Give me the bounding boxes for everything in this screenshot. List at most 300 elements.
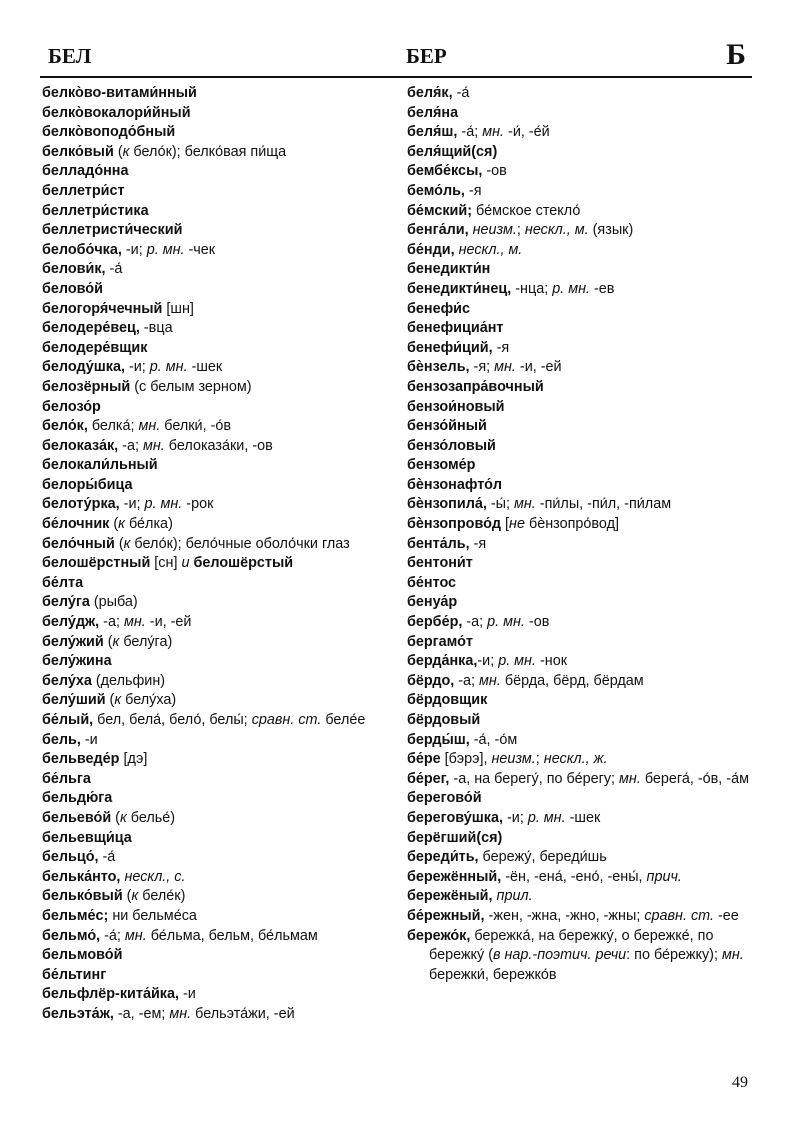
dictionary-entry: [42, 731, 392, 751]
headword: бережёный,: [407, 888, 493, 905]
entry-text: -пи́лы, -пи́л, -пи́лам: [535, 496, 672, 513]
headword: белька́нто,: [42, 868, 121, 885]
dictionary-entry: [407, 652, 755, 672]
headword: бенуа́р: [407, 594, 458, 611]
entry-text: бело́к); белко́вая пи́ща: [129, 143, 287, 160]
dictionary-entry: [42, 437, 392, 457]
entry-text: ;: [535, 751, 544, 768]
dictionary-entry: [407, 868, 755, 888]
dictionary-entry: [42, 319, 392, 339]
dictionary-entry: [407, 574, 755, 594]
grammar-label: сравн. ст.: [644, 907, 714, 924]
dictionary-entry: [42, 300, 392, 320]
headword: бёрдовщик: [407, 692, 488, 709]
dictionary-entry: [42, 927, 392, 947]
dictionary-entry: [42, 985, 392, 1005]
dictionary-entry: [407, 456, 755, 476]
headword: белови́к,: [42, 261, 106, 278]
headword: бе́лочник: [42, 516, 110, 533]
grammar-label: мн.: [514, 496, 536, 513]
entry-text: [: [501, 516, 510, 533]
entry-text: -я: [492, 339, 510, 356]
dictionary-entry: [42, 554, 392, 574]
dictionary-entry: [407, 691, 755, 711]
dictionary-entry: [407, 182, 755, 202]
dictionary-entry: [407, 907, 755, 927]
headword: бе́льга: [42, 770, 91, 787]
headword: бенефи́с: [407, 300, 471, 317]
entry-text: -а, -ем;: [113, 1005, 170, 1022]
dictionary-entry: [407, 711, 755, 731]
grammar-label: прич.: [646, 868, 682, 885]
headword: белу́жий: [42, 633, 104, 650]
dictionary-entry: [407, 829, 755, 849]
grammar-label: мн.: [619, 770, 641, 787]
dictionary-entry: [42, 946, 392, 966]
headword: белоказа́к,: [42, 437, 119, 454]
dictionary-entry: [42, 339, 392, 359]
entry-text: -а;: [454, 672, 480, 689]
entry-text: -и;: [124, 359, 150, 376]
dictionary-entry: [42, 887, 392, 907]
headword: белько́вый: [42, 888, 123, 905]
grammar-label: к: [114, 692, 122, 709]
headword: бентони́т: [407, 555, 473, 572]
dictionary-entry: [42, 104, 392, 124]
entry-text: -и: [179, 986, 196, 1003]
grammar-label: р. мн.: [144, 496, 183, 513]
headword: бельево́й: [42, 809, 112, 826]
dictionary-entry: [407, 554, 755, 574]
headword: бѐнзель,: [407, 359, 470, 376]
entry-text: (: [122, 888, 132, 905]
headword: бельме́с;: [42, 907, 109, 924]
dictionary-entry: [42, 750, 392, 770]
headword: берды́ш,: [407, 731, 470, 748]
entry-text: беле́к): [138, 888, 186, 905]
headword: бербе́р,: [407, 614, 463, 631]
dictionary-entry: [42, 280, 392, 300]
entry-text: бёрда, бёрд, бёрдам: [500, 672, 644, 689]
dictionary-entry: [42, 633, 392, 653]
dictionary-entry: [407, 750, 755, 770]
dictionary-entry: [42, 221, 392, 241]
entry-text: -и;: [502, 809, 528, 826]
entry-text: -ов: [524, 614, 550, 631]
dictionary-entry: [42, 515, 392, 535]
grammar-label: нескл., м.: [524, 222, 589, 239]
headword: беля́на: [407, 104, 459, 121]
entry-text: -и́, -е́й: [504, 124, 550, 141]
entry-text: (: [109, 516, 119, 533]
grammar-label: мн.: [721, 947, 744, 964]
running-header: [40, 40, 752, 72]
headword: беля́к,: [407, 85, 453, 101]
headword: бѐнзопила́,: [407, 496, 487, 513]
grammar-label: неизм.: [491, 751, 536, 768]
entry-text: -ее: [714, 907, 739, 924]
headword: бента́ль,: [407, 535, 470, 552]
headword: белозо́р: [42, 398, 101, 415]
grammar-label: нескл., с.: [124, 868, 186, 885]
entry-text: бе́лка): [124, 516, 173, 533]
grammar-label: к: [131, 888, 139, 905]
grammar-label: прил.: [496, 888, 533, 905]
entry-text: ;: [516, 222, 525, 239]
entry-text: -а, на берегу́, по бе́регу;: [449, 770, 620, 787]
headword: бережённый,: [407, 868, 502, 885]
headword: белко̀во-витами́нный: [42, 85, 197, 101]
dictionary-entry: [42, 691, 392, 711]
headword: бензозапра́вочный: [407, 378, 544, 395]
headword: бензои́новый: [407, 398, 505, 415]
entry-text: -а;: [99, 614, 124, 631]
headword: беля́щий(ся): [407, 143, 498, 160]
entry-text: (: [111, 809, 120, 826]
headword: бембе́ксы,: [407, 163, 483, 180]
right-guide-word: БЕР: [406, 44, 447, 68]
dictionary-entry: [42, 613, 392, 633]
dictionary-entry: [407, 123, 755, 143]
entry-text: бел, бела́, бело́, белы́;: [93, 712, 252, 728]
dictionary-entry: [407, 260, 755, 280]
grammar-label: мн.: [142, 437, 165, 454]
entry-text: бе́мское стекло́: [472, 202, 581, 219]
entry-text: берега́, -о́в, -а́м: [640, 770, 749, 787]
dictionary-entry: [42, 966, 392, 986]
grammar-label: мн.: [479, 672, 501, 689]
headword: белокали́льный: [42, 457, 158, 474]
headword: белозёрный: [42, 378, 131, 395]
entry-text: белки́, -о́в: [160, 418, 232, 435]
entry-text: -а́, -о́м: [469, 731, 518, 748]
entry-text: -я: [469, 535, 487, 552]
dictionary-entry: [42, 260, 392, 280]
entry-text: -а́;: [457, 124, 483, 141]
headword: бе́рег,: [407, 770, 450, 787]
headword: береди́ть,: [407, 849, 479, 866]
grammar-label: мн.: [494, 359, 516, 376]
entry-text: (язык): [588, 222, 634, 239]
entry-text: -а́: [105, 261, 123, 278]
headword: бѐнзопрово́д: [407, 516, 502, 533]
grammar-label: р. мн.: [527, 809, 566, 826]
dictionary-entry: [407, 476, 755, 496]
grammar-label: р. мн.: [149, 359, 188, 376]
dictionary-entry: [407, 927, 755, 986]
dictionary-entry: [407, 633, 755, 653]
headword: беллетри́ст: [42, 182, 125, 199]
headword: бережо́к,: [407, 927, 471, 944]
entry-text: [шн]: [162, 300, 194, 317]
headword: берда́нка,: [407, 653, 478, 670]
grammar-label: р. мн.: [498, 653, 536, 670]
headword: бело́чный: [42, 535, 115, 552]
dictionary-entry: [407, 319, 755, 339]
headword: берегову́шка,: [407, 809, 503, 826]
grammar-label: к: [122, 143, 130, 160]
entry-text: белье́): [126, 809, 176, 826]
dictionary-entry: [407, 202, 755, 222]
headword: бенефи́ций,: [407, 339, 493, 356]
entry-text: -а́: [98, 849, 116, 866]
entry-text: -чек: [184, 241, 216, 258]
grammar-label: мн.: [138, 418, 161, 435]
grammar-label: нескл., ж.: [543, 751, 608, 768]
dictionary-entry: [407, 221, 755, 241]
grammar-label: мн.: [169, 1005, 192, 1022]
entry-text: -а́;: [100, 927, 125, 944]
dictionary-entry: [407, 731, 755, 751]
dictionary-entry: [42, 123, 392, 143]
entry-text: (с белым зерном): [130, 378, 252, 395]
dictionary-entry: [42, 476, 392, 496]
headword: бельведе́р: [42, 751, 120, 768]
headword: белу́ха: [42, 672, 92, 689]
headword: бе́нтос: [407, 574, 457, 591]
headword: белко̀воподо́бный: [42, 124, 176, 141]
dictionary-entry: [407, 515, 755, 535]
entry-text: [сн]: [150, 555, 182, 572]
dictionary-entry: [42, 672, 392, 692]
headword: белу́дж,: [42, 614, 100, 631]
entry-text: (: [114, 535, 124, 552]
entry-text: -и, -ей: [515, 359, 562, 376]
headword: белодере́вщик: [42, 339, 148, 356]
entry-text: -и: [80, 731, 98, 748]
headword: бе́лый,: [42, 712, 94, 728]
headword: бе́ре: [407, 751, 441, 768]
headword: бе́лта: [42, 574, 84, 591]
dictionary-entry: [407, 417, 755, 437]
headword: белово́й: [42, 280, 103, 297]
dictionary-entry: [407, 593, 755, 613]
dictionary-entry: [42, 868, 392, 888]
headword: бѐнзонафто́л: [407, 476, 503, 493]
grammar-label: нескл., м.: [458, 241, 523, 258]
dictionary-entry: [42, 241, 392, 261]
dictionary-entry: [42, 907, 392, 927]
grammar-label: к: [112, 633, 120, 650]
headword: белу́ший: [42, 692, 106, 709]
dictionary-entry: [42, 456, 392, 476]
entry-text: -нца;: [511, 280, 553, 297]
entry-text: : по бе́режку);: [626, 947, 722, 964]
grammar-label: мн.: [123, 614, 146, 631]
dictionary-entry: [42, 378, 392, 398]
entry-text: [дэ]: [119, 751, 148, 768]
headword: бельмо́,: [42, 927, 101, 944]
headword: бенедикти́нец,: [407, 280, 512, 297]
entry-text: -и;: [119, 496, 145, 513]
entry-text: (: [105, 692, 115, 709]
headword: бельдю́га: [42, 790, 113, 807]
headword: бензо́йный: [407, 418, 487, 435]
dictionary-entry: [407, 613, 755, 633]
dictionary-entry: [42, 848, 392, 868]
left-column: [42, 84, 392, 1025]
dictionary-entry: [42, 202, 392, 222]
entry-text: (: [113, 143, 123, 160]
dictionary-entry: [407, 848, 755, 868]
entry-text: -а́: [452, 85, 470, 101]
dictionary-entry: [42, 84, 392, 104]
dictionary-entry: [407, 84, 755, 104]
grammar-label: к: [118, 516, 125, 533]
dictionary-entry: [42, 162, 392, 182]
dictionary-entry: [42, 829, 392, 849]
dictionary-entry: [407, 398, 755, 418]
headword: бенефициа́нт: [407, 320, 504, 337]
section-letter: Б: [726, 38, 746, 71]
headword: бензоме́р: [407, 457, 476, 474]
grammar-label: мн.: [124, 927, 147, 944]
headword: бе́мский;: [407, 202, 473, 219]
dictionary-entry: [407, 378, 755, 398]
entry-text: -и, -ей: [145, 614, 192, 631]
entry-text: (рыба): [89, 594, 138, 611]
dictionary-entry: [42, 789, 392, 809]
entry-text: белу́ха): [121, 692, 177, 709]
grammar-label: мн.: [482, 124, 505, 141]
grammar-label: к: [119, 809, 127, 826]
grammar-label: и: [181, 555, 190, 572]
dictionary-entry: [42, 358, 392, 378]
dictionary-entry: [407, 280, 755, 300]
entry-text: беле́е: [321, 712, 366, 728]
headword: белодере́вец,: [42, 320, 140, 337]
headword: берегово́й: [407, 790, 482, 807]
dictionary-entry: [407, 300, 755, 320]
right-column: [407, 84, 755, 985]
dictionary-entry: [42, 535, 392, 555]
entry-text: бѐнзопро́вод]: [524, 516, 619, 533]
entry-text: -нок: [535, 653, 568, 670]
headword: бе́льтинг: [42, 966, 107, 983]
dictionary-entry: [42, 809, 392, 829]
dictionary-entry: [407, 358, 755, 378]
dictionary-entry: [407, 143, 755, 163]
headword: белогоря́чечный: [42, 300, 163, 317]
entry-text: бело́к); бело́чные оболо́чки глаз: [130, 535, 350, 552]
headword: бенга́ли,: [407, 222, 469, 239]
left-guide-word: БЕЛ: [48, 44, 92, 68]
headword: бельцо́,: [42, 849, 99, 866]
entry-text: -и;: [477, 653, 499, 670]
grammar-label: р. мн.: [552, 280, 590, 297]
headword: бе́режный,: [407, 907, 485, 924]
entry-text: белу́га): [119, 633, 173, 650]
headword: бёрдовый: [407, 712, 481, 728]
headword: белладо́нна: [42, 163, 129, 180]
entry-text: (: [103, 633, 113, 650]
dictionary-entry: [42, 417, 392, 437]
dictionary-entry: [407, 339, 755, 359]
dictionary-entry: [407, 162, 755, 182]
dictionary-entry: [407, 672, 755, 692]
dictionary-entry: [407, 241, 755, 261]
headword: бельевщи́ца: [42, 829, 132, 846]
entry-text: -а;: [118, 437, 143, 454]
headword: белошёрстый: [193, 555, 294, 572]
headword: белко́вый: [42, 143, 114, 160]
dictionary-entry: [407, 789, 755, 809]
headword: бело́к,: [42, 418, 88, 435]
dictionary-entry: [42, 143, 392, 163]
headword: бе́нди,: [407, 241, 455, 258]
entry-text: -и;: [121, 241, 147, 258]
headword: беллетристи́ческий: [42, 222, 183, 239]
entry-text: -ён, -ена́, -ено́, -ены́,: [501, 868, 647, 885]
entry-text: -я;: [469, 359, 495, 376]
headword: белоту́рка,: [42, 496, 120, 513]
grammar-label: к: [123, 535, 131, 552]
headword: бергамо́т: [407, 633, 473, 650]
entry-text: бельэта́жи, -ей: [191, 1005, 295, 1022]
entry-text: -шек: [187, 359, 223, 376]
headword: бемо́ль,: [407, 182, 465, 199]
entry-text: -ев: [590, 280, 615, 297]
dictionary-entry: [407, 535, 755, 555]
entry-text: бе́льма, бельм, бе́льмам: [146, 927, 318, 944]
headword: берёгший(ся): [407, 829, 503, 846]
entry-text: -ы́;: [486, 496, 514, 513]
dictionary-entry: [42, 574, 392, 594]
headword: бензо́ловый: [407, 437, 496, 454]
grammar-label: р. мн.: [487, 614, 525, 631]
dictionary-entry: [407, 495, 755, 515]
dictionary-entry: [42, 495, 392, 515]
headword: бёрдо,: [407, 672, 455, 689]
entry-text: (дельфин): [91, 672, 166, 689]
dictionary-entry: [42, 770, 392, 790]
headword: белу́га: [42, 594, 90, 611]
headword: белошёрстный: [42, 555, 151, 572]
dictionary-entry: [42, 593, 392, 613]
page-number: 49: [732, 1074, 748, 1091]
headword: белоду́шка,: [42, 359, 125, 376]
grammar-label: р. мн.: [146, 241, 185, 258]
headword: беля́ш,: [407, 124, 458, 141]
headword: бельэта́ж,: [42, 1005, 114, 1022]
entry-text: -я: [464, 182, 482, 199]
entry-text: -ов: [482, 163, 507, 180]
entry-text: -рок: [182, 496, 214, 513]
entry-text: -шек: [565, 809, 601, 826]
entry-text: бережка́, на бережку́, о бережке́, по бережку́ (: [429, 927, 714, 964]
dictionary-entry: [407, 770, 755, 790]
entry-text: -жен, -жна, -жно, -жны;: [484, 907, 645, 924]
headword: белоры́бица: [42, 476, 133, 493]
header-rule: [40, 76, 752, 78]
grammar-label: в нар.-поэтич. речи: [493, 947, 627, 964]
entry-text: белка́;: [87, 418, 139, 435]
grammar-label: сравн. ст.: [251, 712, 322, 728]
dictionary-entry: [42, 398, 392, 418]
entry-text: -вца: [139, 320, 173, 337]
headword: бельмово́й: [42, 947, 123, 964]
headword: бель,: [42, 731, 81, 748]
entry-text: -а;: [462, 614, 488, 631]
dictionary-entry: [407, 437, 755, 457]
headword: белко̀вокалори́йный: [42, 104, 191, 121]
grammar-label: не: [509, 516, 525, 533]
entry-text: бережки́, бережко́в: [429, 966, 557, 983]
headword: белу́жина: [42, 653, 112, 670]
entry-text: бережу́, береди́шь: [478, 849, 607, 866]
entry-text: ни бельме́са: [108, 907, 197, 924]
headword: белобо́чка,: [42, 241, 122, 258]
